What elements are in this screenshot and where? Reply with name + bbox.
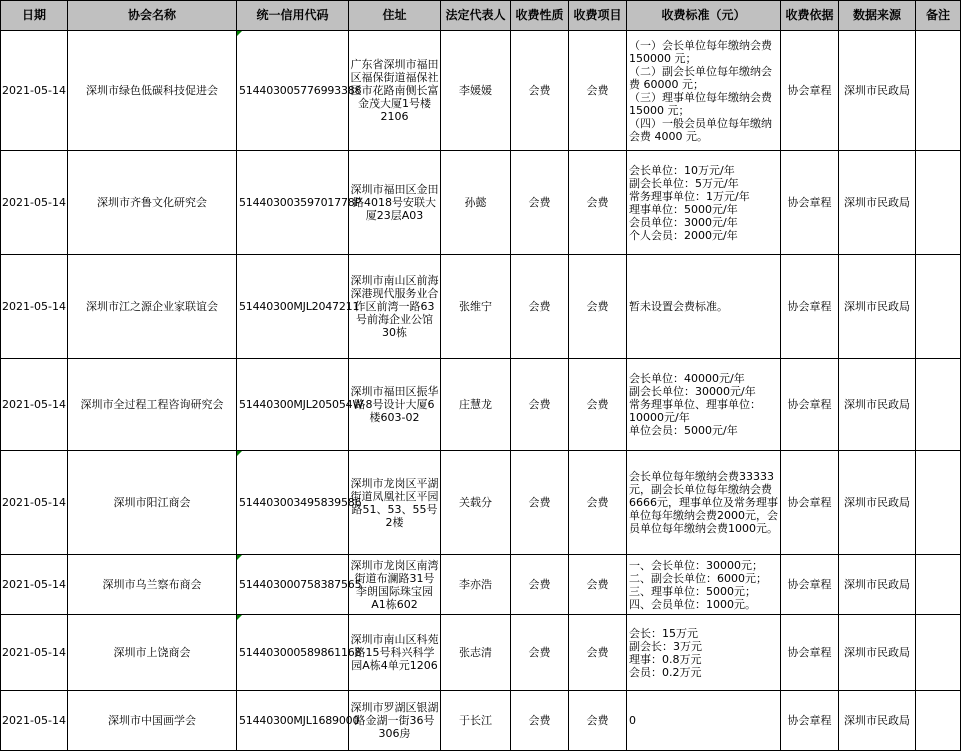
cell-date: 2021-05-14 [1, 555, 68, 615]
cell-item: 会费 [569, 451, 627, 555]
cell-rep: 于长江 [441, 691, 511, 751]
cell-marker-icon [237, 451, 242, 456]
cell-name: 深圳市全过程工程咨询研究会 [68, 359, 237, 451]
cell-standard: 会长：15万元 副会长：3万元 理事：0.8万元 会员：0.2万元 [627, 615, 781, 691]
cell-date: 2021-05-14 [1, 255, 68, 359]
cell-source: 深圳市民政局 [839, 359, 916, 451]
cell-code [237, 691, 360, 751]
col-header-note: 备注 [916, 1, 961, 31]
cell-code-text: 514403000758387565 [239, 578, 362, 591]
cell-code-text: 514403003495839586 [239, 496, 362, 509]
cell-name: 深圳市中国画学会 [68, 691, 237, 751]
col-header-name: 协会名称 [68, 1, 237, 31]
table-row[interactable] [1, 359, 961, 451]
cell-standard: （一）会长单位每年缴纳会费 150000 元； （二）副会长单位每年缴纳会费 60000 元； （三）理事单位每年缴纳会费 15000 元； （四）一般会员单位每年缴纳会费 4000 元。 [627, 31, 781, 151]
cell-basis: 协会章程 [781, 451, 839, 555]
cell-marker-icon [237, 31, 242, 36]
col-header-rep: 法定代表人 [441, 1, 511, 31]
cell-code-text: 514403000589861168 [239, 646, 362, 659]
cell-rep: 李亦浩 [441, 555, 511, 615]
cell-note [916, 691, 961, 751]
cell-source: 深圳市民政局 [839, 615, 916, 691]
cell-code [237, 615, 362, 691]
cell-name: 深圳市江之源企业家联谊会 [68, 255, 237, 359]
cell-note [916, 451, 961, 555]
cell-nature: 会费 [511, 255, 569, 359]
cell-date: 2021-05-14 [1, 451, 68, 555]
cell-marker-icon [237, 555, 242, 560]
cell-rep: 张志清 [441, 615, 511, 691]
table-row[interactable] [1, 31, 961, 151]
cell-item: 会费 [569, 359, 627, 451]
cell-address: 深圳市福田区振华路8号设计大厦6楼603-02 [349, 359, 441, 451]
col-header-basis: 收费依据 [781, 1, 839, 31]
cell-note [916, 555, 961, 615]
cell-basis: 协会章程 [781, 555, 839, 615]
col-header-nature: 收费性质 [511, 1, 569, 31]
cell-name: 深圳市上饶商会 [68, 615, 237, 691]
cell-code-text: 51440300MJL1689000 [239, 714, 360, 727]
table-row[interactable] [1, 151, 961, 255]
cell-standard: 会长单位：10万元/年 副会长单位：5万元/年 常务理事单位：1万元/年 理事单位：5000元/年 会员单位：3000元/年 个人会员：2000元/年 [627, 151, 781, 255]
cell-nature: 会费 [511, 451, 569, 555]
cell-note [916, 359, 961, 451]
cell-item: 会费 [569, 691, 627, 751]
cell-source: 深圳市民政局 [839, 151, 916, 255]
cell-standard: 0 [627, 691, 781, 751]
cell-address: 深圳市南山区前海深港现代服务业合作区前湾一路63号前海企业公馆30栋 [349, 255, 441, 359]
table-row[interactable] [1, 691, 961, 751]
cell-item: 会费 [569, 615, 627, 691]
cell-date: 2021-05-14 [1, 151, 68, 255]
cell-basis: 协会章程 [781, 691, 839, 751]
cell-standard: 暂未设置会费标准。 [627, 255, 781, 359]
cell-code-text: 51440300MJL2047211 [239, 300, 360, 313]
col-header-source: 数据来源 [839, 1, 916, 31]
header-row [1, 1, 961, 31]
cell-standard: 会长单位：40000元/年 副会长单位：30000元/年 常务理事单位、理事单位：10000元/年 单位会员：5000元/年 [627, 359, 781, 451]
cell-basis: 协会章程 [781, 151, 839, 255]
cell-rep: 孙懿 [441, 151, 511, 255]
cell-code [237, 255, 360, 359]
cell-date: 2021-05-14 [1, 691, 68, 751]
cell-nature: 会费 [511, 691, 569, 751]
cell-date: 2021-05-14 [1, 31, 68, 151]
table-row[interactable] [1, 451, 961, 555]
cell-rep: 张维宁 [441, 255, 511, 359]
cell-note [916, 151, 961, 255]
cell-name: 深圳市绿色低碳科技促进会 [68, 31, 237, 151]
cell-code [237, 359, 364, 451]
cell-code [237, 151, 362, 255]
cell-date: 2021-05-14 [1, 615, 68, 691]
cell-source: 深圳市民政局 [839, 31, 916, 151]
cell-nature: 会费 [511, 359, 569, 451]
col-header-item: 收费项目 [569, 1, 627, 31]
cell-address: 深圳市南山区科苑路15号科兴科学园A栋4单元1206 [349, 615, 441, 691]
cell-basis: 协会章程 [781, 615, 839, 691]
table-row[interactable] [1, 615, 961, 691]
cell-nature: 会费 [511, 31, 569, 151]
cell-code-text: 51440300MJL205054W [239, 398, 364, 411]
cell-note [916, 255, 961, 359]
table-row[interactable] [1, 255, 961, 359]
cell-basis: 协会章程 [781, 31, 839, 151]
cell-note [916, 615, 961, 691]
cell-basis: 协会章程 [781, 359, 839, 451]
cell-code [237, 451, 362, 555]
cell-rep: 庄慧龙 [441, 359, 511, 451]
cell-name: 深圳市乌兰察布商会 [68, 555, 237, 615]
cell-rep: 关载分 [441, 451, 511, 555]
cell-name: 深圳市齐鲁文化研究会 [68, 151, 237, 255]
cell-item: 会费 [569, 255, 627, 359]
cell-rep: 李媛媛 [441, 31, 511, 151]
cell-item: 会费 [569, 555, 627, 615]
cell-code-text: 514403005776993388 [239, 84, 362, 97]
cell-address: 广东省深圳市福田区福保街道福保社区市花路南侧长富金茂大厦1号楼2106 [349, 31, 441, 151]
cell-code [237, 555, 362, 615]
cell-standard: 一、会长单位：30000元； 二、副会长单位：6000元； 三、理事单位：5000元； 四、会员单位：1000元。 [627, 555, 781, 615]
cell-nature: 会费 [511, 555, 569, 615]
cell-marker-icon [237, 615, 242, 620]
cell-nature: 会费 [511, 615, 569, 691]
cell-address: 深圳市福田区金田路4018号安联大厦23层A03 [349, 151, 441, 255]
cell-source: 深圳市民政局 [839, 555, 916, 615]
col-header-standard: 收费标准（元） [627, 1, 781, 31]
cell-source: 深圳市民政局 [839, 451, 916, 555]
col-header-address: 住址 [349, 1, 441, 31]
cell-address: 深圳市罗湖区银湖路金湖一街36号306房 [349, 691, 441, 751]
cell-date: 2021-05-14 [1, 359, 68, 451]
cell-nature: 会费 [511, 151, 569, 255]
cell-basis: 协会章程 [781, 255, 839, 359]
col-header-code: 统一信用代码 [237, 1, 349, 31]
cell-standard: 会长单位每年缴纳会费33333元，副会长单位每年缴纳会费6666元，理事单位及常务理事单位每年缴纳会费2000元，会员单位每年缴纳会费1000元。 [627, 451, 781, 555]
cell-source: 深圳市民政局 [839, 691, 916, 751]
cell-code [237, 31, 362, 151]
cell-address: 深圳市龙岗区南湾街道布澜路31号李朗国际珠宝园A1栋602 [349, 555, 441, 615]
cell-item: 会费 [569, 31, 627, 151]
cell-address: 深圳市龙岗区平湖街道凤凰社区平园路51、53、55号2楼 [349, 451, 441, 555]
cell-code-text: 51440300359701778P [239, 196, 362, 209]
cell-source: 深圳市民政局 [839, 255, 916, 359]
table-row[interactable] [1, 555, 961, 615]
cell-name: 深圳市阳江商会 [68, 451, 237, 555]
col-header-date: 日期 [1, 1, 68, 31]
cell-note [916, 31, 961, 151]
cell-item: 会费 [569, 151, 627, 255]
